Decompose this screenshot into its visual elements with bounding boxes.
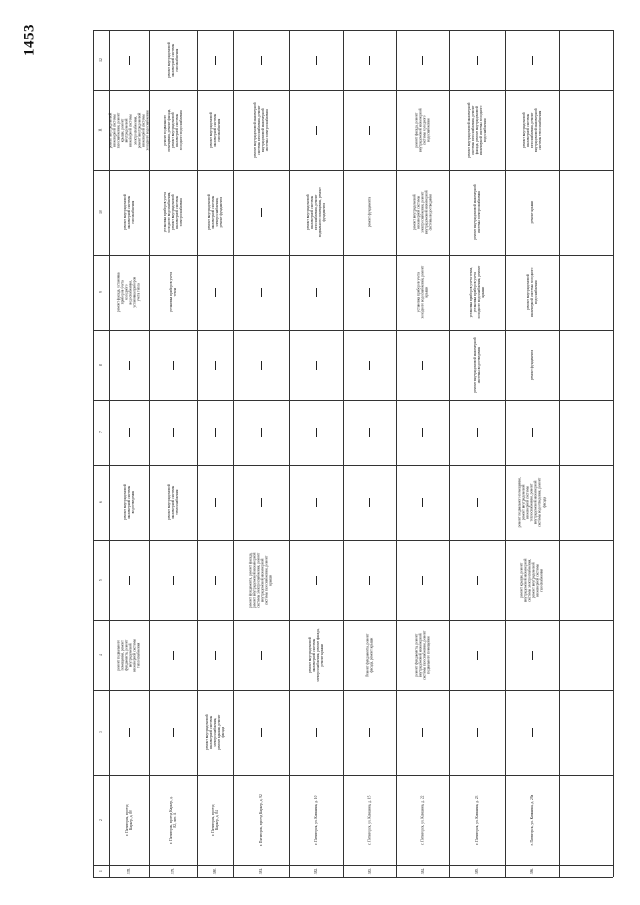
cell-text: установка приборов учета холодного водоснабжения, ремонт крыши: [416, 266, 429, 319]
empty-dash: [215, 288, 216, 297]
work-cell-col-12: [233, 30, 289, 90]
work-cell-col-12: [197, 30, 233, 90]
work-cell-col-6: [396, 465, 449, 540]
empty-dash: [477, 498, 478, 507]
cell-text: г. Пятигорск, проезд Карьер, д. 82, лит. А: [168, 796, 177, 844]
grid-line-vertical: [613, 30, 614, 877]
column-number: 6: [98, 501, 103, 504]
page-number: [20, 10, 40, 70]
work-cell-col-3: [289, 690, 343, 775]
work-cell-col-6: [505, 465, 559, 540]
work-cell-col-5: [343, 540, 396, 620]
work-cell-col-6: [233, 465, 289, 540]
empty-dash: [129, 576, 130, 585]
cell-text: 383.: [367, 867, 372, 875]
empty-dash: [477, 428, 478, 437]
empty-dash: [369, 728, 370, 737]
empty-dash: [532, 428, 533, 437]
address-cell: [505, 775, 559, 865]
work-cell-col-3: [149, 690, 197, 775]
work-cell-col-6: [449, 465, 505, 540]
cell-text: ремонт внутридомовой инженерной системы электроснабжения, ремонт внутридомовой инженерной системы водоотведения: [412, 190, 433, 235]
empty-dash: [422, 498, 423, 507]
work-cell-col-3: [109, 690, 149, 775]
cell-text: ремонт подвального помещения, ремонт фасада, ремонт внутридомовой инженерной системы холодного водоснабжения: [162, 108, 184, 152]
empty-dash: [215, 428, 216, 437]
empty-dash: [316, 576, 317, 585]
work-cell-col-5: [505, 540, 559, 620]
work-cell-col-5: [396, 540, 449, 620]
empty-dash: [173, 651, 174, 660]
column-number: 2: [98, 819, 103, 821]
empty-dash: [422, 728, 423, 737]
work-cell-col-8: [396, 330, 449, 400]
address-cell: [396, 775, 449, 865]
work-cell-col-9: [449, 255, 505, 330]
work-cell-col-11: [109, 90, 149, 170]
column-number-cell: [93, 400, 109, 465]
work-cell-col-6: [289, 465, 343, 540]
cell-text: 380.: [212, 867, 217, 875]
cell-text: установка приборов учета тепла: [168, 272, 177, 313]
empty-dash: [422, 361, 423, 370]
empty-dash: [532, 651, 533, 660]
cell-text: ремонт внутридомовой инженерной системы газоснабжения, ремонт подвального помещения, ремонт фундамента: [305, 187, 327, 238]
empty-dash: [477, 56, 478, 65]
empty-dash: [422, 576, 423, 585]
empty-dash: [129, 728, 130, 737]
work-cell-col-11: [343, 90, 396, 170]
work-cell-col-8: [449, 330, 505, 400]
empty-dash: [422, 428, 423, 437]
work-cell-col-9: [109, 255, 149, 330]
cell-text: г. Пятигорск, проезд Карьер, д. 80: [124, 804, 133, 836]
empty-dash: [369, 428, 370, 437]
empty-dash: [173, 576, 174, 585]
grid-line-vertical: [559, 30, 560, 877]
work-cell-col-11: [396, 90, 449, 170]
column-number: 11: [98, 128, 103, 132]
empty-dash: [369, 56, 370, 65]
work-cell-col-10: [109, 170, 149, 255]
cell-text: ремонт внутридомовой инженерной системы газоснабжения, ремонт внутридомовой инженерной системы электроснабжения: [252, 102, 270, 158]
empty-dash: [422, 56, 423, 65]
cell-text: ремонт крыши, ремонт внутридомовой инженерной системы электроснабжения, ремонт внутридомовой инженерной системы газоснабжения: [519, 558, 545, 602]
empty-dash: [369, 498, 370, 507]
work-cell-col-10: [449, 170, 505, 255]
cell-text: ремонт внутридомовой инженерной системы электроснабжения, ремонт фундамента: [206, 194, 224, 231]
work-cell-col-11: [289, 90, 343, 170]
empty-dash: [261, 728, 262, 737]
empty-dash: [316, 56, 317, 65]
cell-text: 379.: [170, 867, 175, 875]
empty-dash: [316, 126, 317, 135]
work-cell-col-4: [149, 620, 197, 690]
work-cell-col-7: [149, 400, 197, 465]
cell-text: 385.: [474, 867, 479, 875]
work-cell-col-5: [289, 540, 343, 620]
cell-text: ремонт внутридомовой инженерной системы газоснабжения: [208, 112, 222, 148]
cell-text: ремонт внутридомовой инженерной системы теплоснабжения: [166, 484, 180, 521]
empty-dash: [477, 728, 478, 737]
empty-dash: [129, 361, 130, 370]
cell-text: ремонт фасада, установка приборов учета холодного водоснабжения, установка приборов учета тепла: [116, 272, 142, 313]
cell-text: Ремонт фундамента, ремонт фасада, ремонт крыши: [365, 633, 374, 677]
empty-dash: [173, 428, 174, 437]
work-cell-col-7: [197, 400, 233, 465]
work-cell-col-10: [343, 170, 396, 255]
work-cell-col-12: [505, 30, 559, 90]
rotated-table: [93, 30, 613, 877]
empty-dash: [261, 361, 262, 370]
work-cell-col-9: [343, 255, 396, 330]
work-cell-col-4: [505, 620, 559, 690]
work-cell-col-6: [343, 465, 396, 540]
work-cell-col-7: [396, 400, 449, 465]
empty-dash: [261, 428, 262, 437]
column-number-cell: [93, 170, 109, 255]
empty-dash: [215, 576, 216, 585]
work-cell-col-12: [149, 30, 197, 90]
cell-text: 386.: [529, 867, 534, 875]
cell-text: ремонт фундамента: [367, 197, 372, 228]
cell-text: ремонт внутридомовой инженерной системы газоснабжения, ремонт крыши, ремонт внутридомовой инженерной системы электроснабжения, ремонт внутридомовой инженерной системы холодного водоснабжения: [108, 110, 150, 150]
empty-dash: [316, 288, 317, 297]
empty-dash: [532, 728, 533, 737]
cell-text: 381.: [258, 867, 263, 875]
cell-text: ремонт внутридомовой инженерной системы газоснабжения, ремонт внутридомовой инженерной системы теплоснабжения: [521, 108, 543, 152]
cell-text: ремонт фундамента: [529, 349, 534, 381]
empty-dash: [215, 498, 216, 507]
empty-dash: [316, 428, 317, 437]
work-cell-col-3: [449, 690, 505, 775]
cell-text: ремонт внутридомовой инженерной системы водоотведения: [122, 484, 136, 521]
work-cell-col-9: [396, 255, 449, 330]
work-cell-col-3: [505, 690, 559, 775]
empty-dash: [316, 361, 317, 370]
work-cell-col-11: [233, 90, 289, 170]
cell-text: установка приборов учета холодного водоснабжения, ремонт внутридомовой инженерной системы электроснабжения: [162, 192, 184, 233]
work-cell-col-4: [396, 620, 449, 690]
address-cell: [233, 775, 289, 865]
cell-text: ремонт внутридомовой инженерной системы электроснабжения, ремонт фасада, ремонт крыши: [307, 628, 325, 682]
work-cell-col-3: [343, 690, 396, 775]
empty-dash: [477, 576, 478, 585]
column-number-cell: [93, 90, 109, 170]
work-cell-col-11: [505, 90, 559, 170]
column-number-cell: [93, 30, 109, 90]
empty-dash: [129, 56, 130, 65]
work-cell-col-12: [396, 30, 449, 90]
cell-text: ремонт внутридомовой инженерной системы газоснабжения: [122, 194, 136, 231]
work-cell-col-7: [343, 400, 396, 465]
work-cell-col-9: [505, 255, 559, 330]
work-cell-col-11: [149, 90, 197, 170]
work-cell-col-9: [149, 255, 197, 330]
work-cell-col-4: [449, 620, 505, 690]
work-cell-col-11: [197, 90, 233, 170]
row-number-cell: [233, 865, 289, 877]
work-cell-col-3: [197, 690, 233, 775]
column-number-cell: [93, 330, 109, 400]
column-number-cell: [93, 465, 109, 540]
empty-dash: [261, 208, 262, 217]
work-cell-col-7: [233, 400, 289, 465]
work-cell-col-8: [289, 330, 343, 400]
work-cell-col-10: [505, 170, 559, 255]
column-number: 9: [98, 291, 103, 294]
cell-text: 382.: [313, 867, 318, 875]
work-cell-col-4: [343, 620, 396, 690]
cell-text: ремонт внутридомовой инженерной системы газоснабжения, ремонт фасада, ремонт внутридомовой инженерной системы холодного водоснабжения: [466, 102, 488, 158]
address-cell: [109, 775, 149, 865]
page-number-text: 1453: [21, 24, 38, 56]
work-cell-col-8: [343, 330, 396, 400]
cell-text: ремонт крыши: [529, 201, 534, 224]
work-cell-col-8: [149, 330, 197, 400]
column-number: 1: [98, 870, 103, 872]
work-cell-col-10: [149, 170, 197, 255]
work-cell-col-7: [289, 400, 343, 465]
column-number-cell: [93, 620, 109, 690]
work-cell-col-12: [449, 30, 505, 90]
row-number-cell: [149, 865, 197, 877]
work-cell-col-5: [109, 540, 149, 620]
row-number-cell: [197, 865, 233, 877]
empty-dash: [215, 56, 216, 65]
address-cell: [149, 775, 197, 865]
empty-dash: [215, 361, 216, 370]
work-cell-col-9: [197, 255, 233, 330]
work-cell-col-12: [289, 30, 343, 90]
column-number-cell: [93, 540, 109, 620]
work-cell-col-5: [233, 540, 289, 620]
work-cell-col-7: [505, 400, 559, 465]
empty-dash: [477, 651, 478, 660]
empty-dash: [173, 728, 174, 737]
empty-dash: [261, 56, 262, 65]
work-cell-col-5: [449, 540, 505, 620]
work-cell-col-4: [233, 620, 289, 690]
empty-dash: [215, 651, 216, 660]
work-cell-col-3: [396, 690, 449, 775]
cell-text: г. Пятигорск, проезд Карьер, д. 84: [210, 804, 219, 836]
work-cell-col-4: [197, 620, 233, 690]
work-cell-col-3: [233, 690, 289, 775]
work-cell-col-6: [197, 465, 233, 540]
cell-text: ремонт фасада, ремонт внутридомовой инженерной системы холодного водоснабжения: [414, 108, 431, 152]
row-number-cell: [343, 865, 396, 877]
work-cell-col-8: [197, 330, 233, 400]
cell-text: ремонт подвального помещения, ремонт фундамента, ремонт внутридомовой инженерной системы теплоснабжения: [116, 638, 142, 672]
empty-dash: [369, 361, 370, 370]
cell-text: 378.: [126, 867, 131, 875]
work-cell-col-5: [197, 540, 233, 620]
empty-dash: [532, 56, 533, 65]
column-number: 4: [98, 654, 103, 656]
work-cell-col-10: [197, 170, 233, 255]
cell-text: г. Пятигорск, ул. Ксишина, д. 22: [420, 795, 425, 845]
empty-dash: [129, 428, 130, 437]
work-cell-col-4: [109, 620, 149, 690]
work-cell-col-4: [289, 620, 343, 690]
empty-dash: [369, 576, 370, 585]
cell-text: установка приборов учета тепла, установка приборов учета холодного водоснабжения, ремонт крыши: [468, 266, 486, 319]
empty-dash: [261, 651, 262, 660]
work-cell-col-7: [449, 400, 505, 465]
cell-text: ремонт внутридомовой инженерной системы электроснабжения: [472, 184, 481, 241]
cell-text: 384.: [420, 867, 425, 875]
work-cell-col-10: [289, 170, 343, 255]
column-number-cell: [93, 255, 109, 330]
cell-text: г. Пятигорск, ул. Ксишина, д. 23: [474, 795, 479, 845]
work-cell-col-6: [109, 465, 149, 540]
column-number-cell: [93, 775, 109, 865]
empty-dash: [173, 361, 174, 370]
column-number: 3: [98, 731, 103, 734]
column-number: 5: [98, 579, 103, 581]
work-cell-col-7: [109, 400, 149, 465]
empty-dash: [369, 288, 370, 297]
empty-dash: [369, 126, 370, 135]
work-cell-col-12: [343, 30, 396, 90]
cell-text: г. Пятигорск, проезд Карьер, д. 92: [258, 794, 263, 846]
empty-dash: [316, 498, 317, 507]
cell-text: г. Пятигорск, ул. Ксишина, д. 10: [313, 795, 318, 845]
cell-text: ремонт внутридомовой инженерной системы газоснабжения: [166, 42, 180, 78]
row-number-cell: [505, 865, 559, 877]
column-number: 12: [98, 58, 103, 62]
row-number-cell: [396, 865, 449, 877]
work-cell-col-8: [233, 330, 289, 400]
work-cell-col-10: [233, 170, 289, 255]
address-cell: [289, 775, 343, 865]
cell-text: ремонт внутридомовой инженерной системы холодного водоснабжения: [525, 267, 539, 318]
empty-dash: [261, 498, 262, 507]
cell-text: ремонт внутридомовой инженерной системы электроснабжения, ремонт крыши, ремонт фасада: [204, 714, 226, 751]
cell-text: г. Пятигорск, ул. Ксишина, д. 15: [367, 795, 372, 845]
cell-text: ремонт подвального помещения, ремонт внутридомовой инженерной системы теплоснабжения, ремонт внутридомовой инженерной системы водоотведения, ремонт фасада: [517, 477, 547, 528]
column-number-cell: [93, 865, 109, 877]
cell-text: ремонт внутридомовой инженерной системы водоотведения: [472, 337, 481, 393]
work-cell-col-5: [149, 540, 197, 620]
work-cell-col-10: [396, 170, 449, 255]
column-number-cell: [93, 690, 109, 775]
work-cell-col-9: [233, 255, 289, 330]
work-cell-col-12: [109, 30, 149, 90]
column-number: 7: [98, 431, 103, 434]
empty-dash: [261, 288, 262, 297]
work-cell-col-9: [289, 255, 343, 330]
work-cell-col-11: [449, 90, 505, 170]
address-cell: [197, 775, 233, 865]
cell-text: ремонт фундамента, ремонт внутридомовой инженерной системы газоснабжения, ремонт подвального помещения: [414, 630, 431, 680]
cell-text: г. Пятигорск, ул. Ксишина, д. 29а: [529, 794, 534, 846]
cell-text: ремонт фундамента, ремонт фасада, ремонт внутридомовой инженерной системы электроснабжения, ремонт внутридомовой инженерной системы газоснабжения, ремонт крыши: [248, 552, 274, 608]
row-number-cell: [449, 865, 505, 877]
row-number-cell: [289, 865, 343, 877]
work-cell-col-8: [505, 330, 559, 400]
empty-dash: [316, 728, 317, 737]
address-cell: [343, 775, 396, 865]
address-cell: [449, 775, 505, 865]
row-number-cell: [109, 865, 149, 877]
column-number: 8: [98, 364, 103, 366]
column-number: 10: [98, 210, 103, 215]
work-cell-col-6: [149, 465, 197, 540]
work-cell-col-8: [109, 330, 149, 400]
